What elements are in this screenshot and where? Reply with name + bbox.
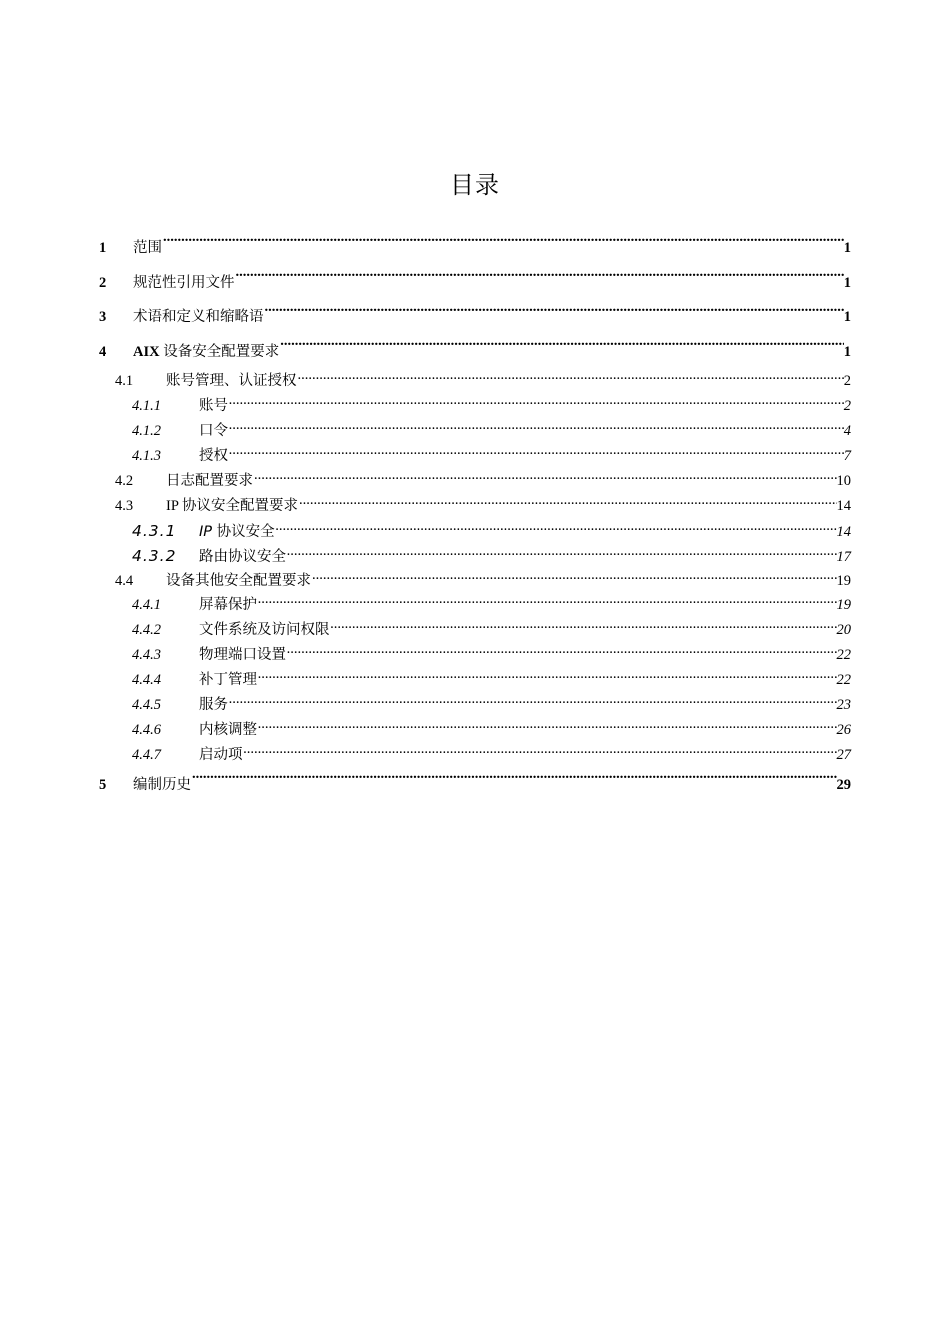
toc-entry-4-4-4[interactable] xyxy=(99,668,851,693)
toc-entry-title-latin: IP xyxy=(199,523,217,540)
toc-entry-page: 22 xyxy=(836,672,851,689)
toc-entry-title: 账号管理、认证授权 xyxy=(166,373,297,390)
table-of-contents xyxy=(99,231,851,802)
toc-entry-page: 20 xyxy=(836,622,851,639)
toc-entry-4-1-1[interactable] xyxy=(99,394,851,419)
toc-entry-title: 文件系统及访问权限 xyxy=(199,622,330,639)
toc-entry-4-1[interactable] xyxy=(99,369,851,394)
dot-leader xyxy=(257,670,837,685)
toc-entry-page: 4 xyxy=(843,423,851,440)
toc-entry-title xyxy=(133,335,279,370)
dot-leader xyxy=(311,570,837,585)
toc-entry-number: 4.4.3 xyxy=(132,647,161,664)
toc-entry-4-4-2[interactable] xyxy=(99,618,851,643)
toc-entry-4-4[interactable] xyxy=(99,569,851,594)
toc-entry-title xyxy=(199,520,275,545)
toc-entry-title: 账号 xyxy=(199,398,228,415)
toc-entry-title-text: 协议安全 xyxy=(216,523,275,540)
toc-entry-page: 2 xyxy=(843,398,851,415)
toc-entry-number: 5 xyxy=(99,776,107,793)
dot-leader xyxy=(191,774,837,789)
toc-entry-4[interactable] xyxy=(99,335,851,370)
toc-entry-number: 4.3.2 xyxy=(132,546,177,565)
toc-entry-2[interactable] xyxy=(99,266,851,301)
dot-leader xyxy=(286,546,837,561)
dot-leader xyxy=(228,421,844,436)
toc-entry-number: 4.4.7 xyxy=(132,746,161,763)
toc-entry-1[interactable] xyxy=(99,231,851,266)
toc-entry-page: 1 xyxy=(843,274,851,291)
toc-entry-number: 4.4.5 xyxy=(132,696,161,713)
toc-entry-4-4-5[interactable] xyxy=(99,693,851,718)
dot-leader xyxy=(279,341,844,356)
toc-entry-4-1-2[interactable] xyxy=(99,419,851,444)
toc-entry-4-1-3[interactable] xyxy=(99,444,851,469)
dot-leader xyxy=(275,521,837,536)
toc-entry-page: 22 xyxy=(836,647,851,664)
dot-leader xyxy=(162,238,844,253)
toc-entry-title-latin: IP xyxy=(166,497,182,514)
toc-entry-title: 启动项 xyxy=(199,746,243,763)
toc-entry-number: 4.4.4 xyxy=(132,672,161,689)
toc-entry-title: 内核调整 xyxy=(199,721,257,738)
toc-entry-number: 4.1.1 xyxy=(132,398,161,415)
toc-entry-number: 4.1 xyxy=(115,373,134,390)
toc-entry-title xyxy=(166,494,298,519)
toc-entry-title: 授权 xyxy=(199,448,228,465)
toc-entry-title: 范围 xyxy=(133,240,162,256)
toc-entry-number: 1 xyxy=(99,240,107,256)
toc-entry-page: 1 xyxy=(843,309,851,326)
toc-entry-title: 规范性引用文件 xyxy=(133,274,235,291)
toc-entry-number: 4.4 xyxy=(115,572,134,589)
toc-entry-number: 4 xyxy=(99,343,107,360)
toc-entry-page: 17 xyxy=(836,548,851,565)
toc-entry-page: 14 xyxy=(836,523,851,540)
toc-entry-4-3-1[interactable] xyxy=(99,519,851,544)
toc-entry-page: 19 xyxy=(836,572,851,589)
dot-leader xyxy=(253,470,837,485)
dot-leader xyxy=(257,595,837,610)
toc-entry-4-4-3[interactable] xyxy=(99,643,851,668)
toc-entry-number: 4.3.1 xyxy=(132,521,177,540)
toc-entry-page: 26 xyxy=(836,721,851,738)
toc-entry-page: 10 xyxy=(836,472,851,489)
toc-title: 目录 xyxy=(450,171,500,199)
dot-leader xyxy=(297,371,844,386)
toc-entry-title: 补丁管理 xyxy=(199,672,257,689)
toc-entry-4-4-1[interactable] xyxy=(99,593,851,618)
dot-leader xyxy=(330,620,837,635)
toc-entry-page: 2 xyxy=(843,373,851,390)
toc-entry-page: 19 xyxy=(836,597,851,614)
toc-entry-title: 屏幕保护 xyxy=(199,597,257,614)
toc-entry-title: 术语和定义和缩略语 xyxy=(133,309,264,326)
dot-leader xyxy=(228,446,844,461)
toc-entry-number: 4.4.6 xyxy=(132,721,161,738)
toc-entry-page: 14 xyxy=(836,497,851,514)
toc-entry-title: 设备其他安全配置要求 xyxy=(166,572,311,589)
toc-entry-5[interactable] xyxy=(99,768,851,803)
dot-leader xyxy=(264,307,844,322)
toc-entry-title-latin: AIX xyxy=(133,343,164,360)
toc-entry-page: 29 xyxy=(836,776,851,793)
toc-entry-page: 1 xyxy=(843,240,851,256)
toc-entry-number: 4.2 xyxy=(115,472,134,489)
toc-entry-number: 4.1.2 xyxy=(132,423,161,440)
toc-entry-title: 物理端口设置 xyxy=(199,647,286,664)
dot-leader xyxy=(228,694,837,709)
toc-entry-4-3[interactable] xyxy=(99,494,851,519)
toc-entry-4-2[interactable] xyxy=(99,469,851,494)
dot-leader xyxy=(298,495,837,510)
dot-leader xyxy=(286,645,837,660)
toc-entry-number: 4.3 xyxy=(115,497,134,514)
toc-entry-number: 4.1.3 xyxy=(132,448,161,465)
dot-leader xyxy=(243,744,837,759)
toc-entry-3[interactable] xyxy=(99,300,851,335)
toc-entry-page: 27 xyxy=(836,746,851,763)
dot-leader xyxy=(228,396,844,411)
toc-entry-page: 23 xyxy=(836,696,851,713)
toc-entry-4-4-7[interactable] xyxy=(99,743,851,768)
toc-entry-number: 4.4.1 xyxy=(132,597,161,614)
dot-leader xyxy=(257,719,837,734)
toc-entry-title-text: 设备安全配置要求 xyxy=(163,343,280,360)
toc-entry-page: 7 xyxy=(843,448,851,465)
toc-entry-number: 4.4.2 xyxy=(132,622,161,639)
toc-entry-title: 服务 xyxy=(199,696,228,713)
toc-entry-page: 1 xyxy=(843,343,851,360)
toc-entry-number: 2 xyxy=(99,274,107,291)
dot-leader xyxy=(235,272,844,287)
toc-entry-title-text: 协议安全配置要求 xyxy=(181,497,298,514)
toc-entry-title: 口令 xyxy=(199,423,228,440)
toc-entry-title: 编制历史 xyxy=(133,776,191,793)
toc-entry-4-3-2[interactable] xyxy=(99,544,851,569)
toc-entry-4-4-6[interactable] xyxy=(99,718,851,743)
toc-entry-number: 3 xyxy=(99,309,107,326)
toc-entry-title: 日志配置要求 xyxy=(166,472,253,489)
toc-entry-title: 路由协议安全 xyxy=(199,548,286,565)
